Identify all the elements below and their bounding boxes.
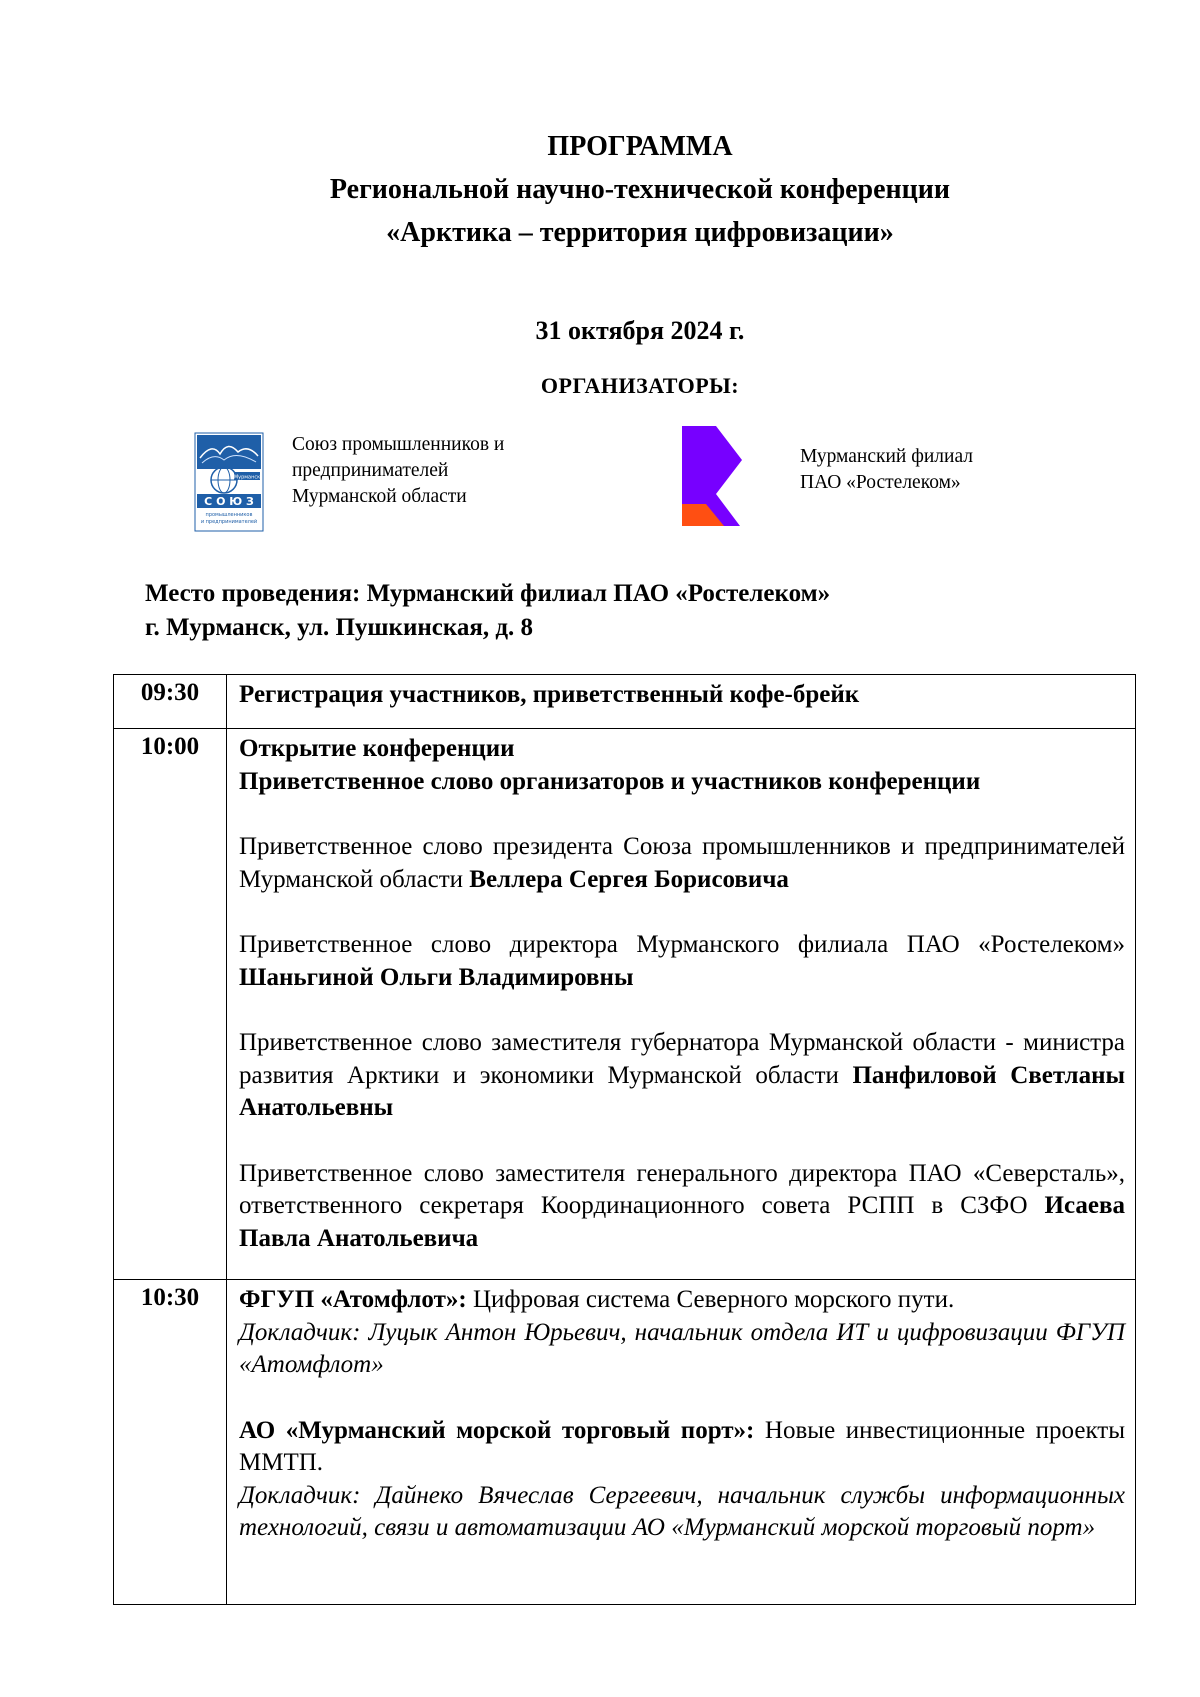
venue-line: Место проведения: Мурманский филиал ПАО «Ростелеком» (145, 580, 831, 607)
agenda-item (227, 1280, 1136, 1605)
venue-address: г. Мурманск, ул. Пушкинская, д. 8 (145, 614, 534, 641)
svg-text:Мурманск: Мурманск (233, 474, 261, 481)
schedule-row (114, 1280, 1136, 1605)
greeting: Приветственное слово заместителя генерального директора ПАО «Северсталь», ответственного секретаря Координационного совета РСПП в СЗФО Исаева Павла Анатольевича (239, 1159, 1125, 1252)
time-cell: 10:30 (114, 1280, 227, 1605)
speaker: Докладчик: Луцык Антон Юрьевич, начальник отдела ИТ и цифровизации ФГУП «Атомфлот» (239, 1318, 1125, 1378)
rostelecom-logo (660, 420, 760, 532)
schedule-table (113, 674, 1136, 1605)
agenda-item (227, 729, 1136, 1280)
conference-date: 31 октября 2024 г. (535, 316, 745, 345)
organizer-union-name: Союз промышленников и предпринимателей Мурманской области (292, 434, 505, 507)
organizer-rostelecom-name: Мурманский филиал ПАО «Ростелеком» (800, 446, 974, 493)
greeting: Приветственное слово президента Союза промышленников и предпринимателей Мурманской области Веллера Сергея Борисовича (239, 833, 1125, 893)
svg-text:и предпринимателей: и предпринимателей (200, 519, 258, 525)
greeting: Приветственное слово заместителя губернатора Мурманской области - министра развития Арктики и экономики Мурманской области Панфиловой Светланы Анатольевны (239, 1029, 1126, 1121)
talk: ФГУП «Атомфлот»: Цифровая система Северного морского пути. (239, 1286, 955, 1313)
opening-title: Открытие конференции (239, 735, 515, 762)
svg-text:С О Ю З: С О Ю З (204, 495, 254, 508)
talk: АО «Мурманский морской торговый порт»: Новые инвестиционные проекты ММТП. (239, 1416, 1125, 1476)
time-cell: 10:00 (114, 729, 227, 1280)
speaker: Докладчик: Дайнеко Вячеслав Сергеевич, начальник службы информационных технологий, связи и автоматизации АО «Мурманский морской торговый порт» (239, 1481, 1125, 1541)
program-title: ПРОГРАММА (547, 131, 733, 162)
schedule-row (114, 675, 1136, 729)
opening-subtitle: Приветственное слово организаторов и участников конференции (239, 767, 981, 795)
svg-text:промышленников: промышленников (205, 512, 253, 518)
greeting: Приветственное слово директора Мурманского филиала ПАО «Ростелеком» Шаньгиной Ольги Владимировны (239, 931, 1125, 991)
time-cell: 09:30 (114, 675, 227, 729)
conference-subtitle: Региональной научно-технической конференции (329, 174, 951, 205)
agenda-item: Регистрация участников, приветственный кофе-брейк (227, 675, 1136, 729)
conference-name: «Арктика – территория цифровизации» (386, 217, 894, 248)
organizers-heading: ОРГАНИЗАТОРЫ: (540, 373, 740, 398)
schedule-row (114, 729, 1136, 1280)
union-logo (194, 432, 264, 532)
